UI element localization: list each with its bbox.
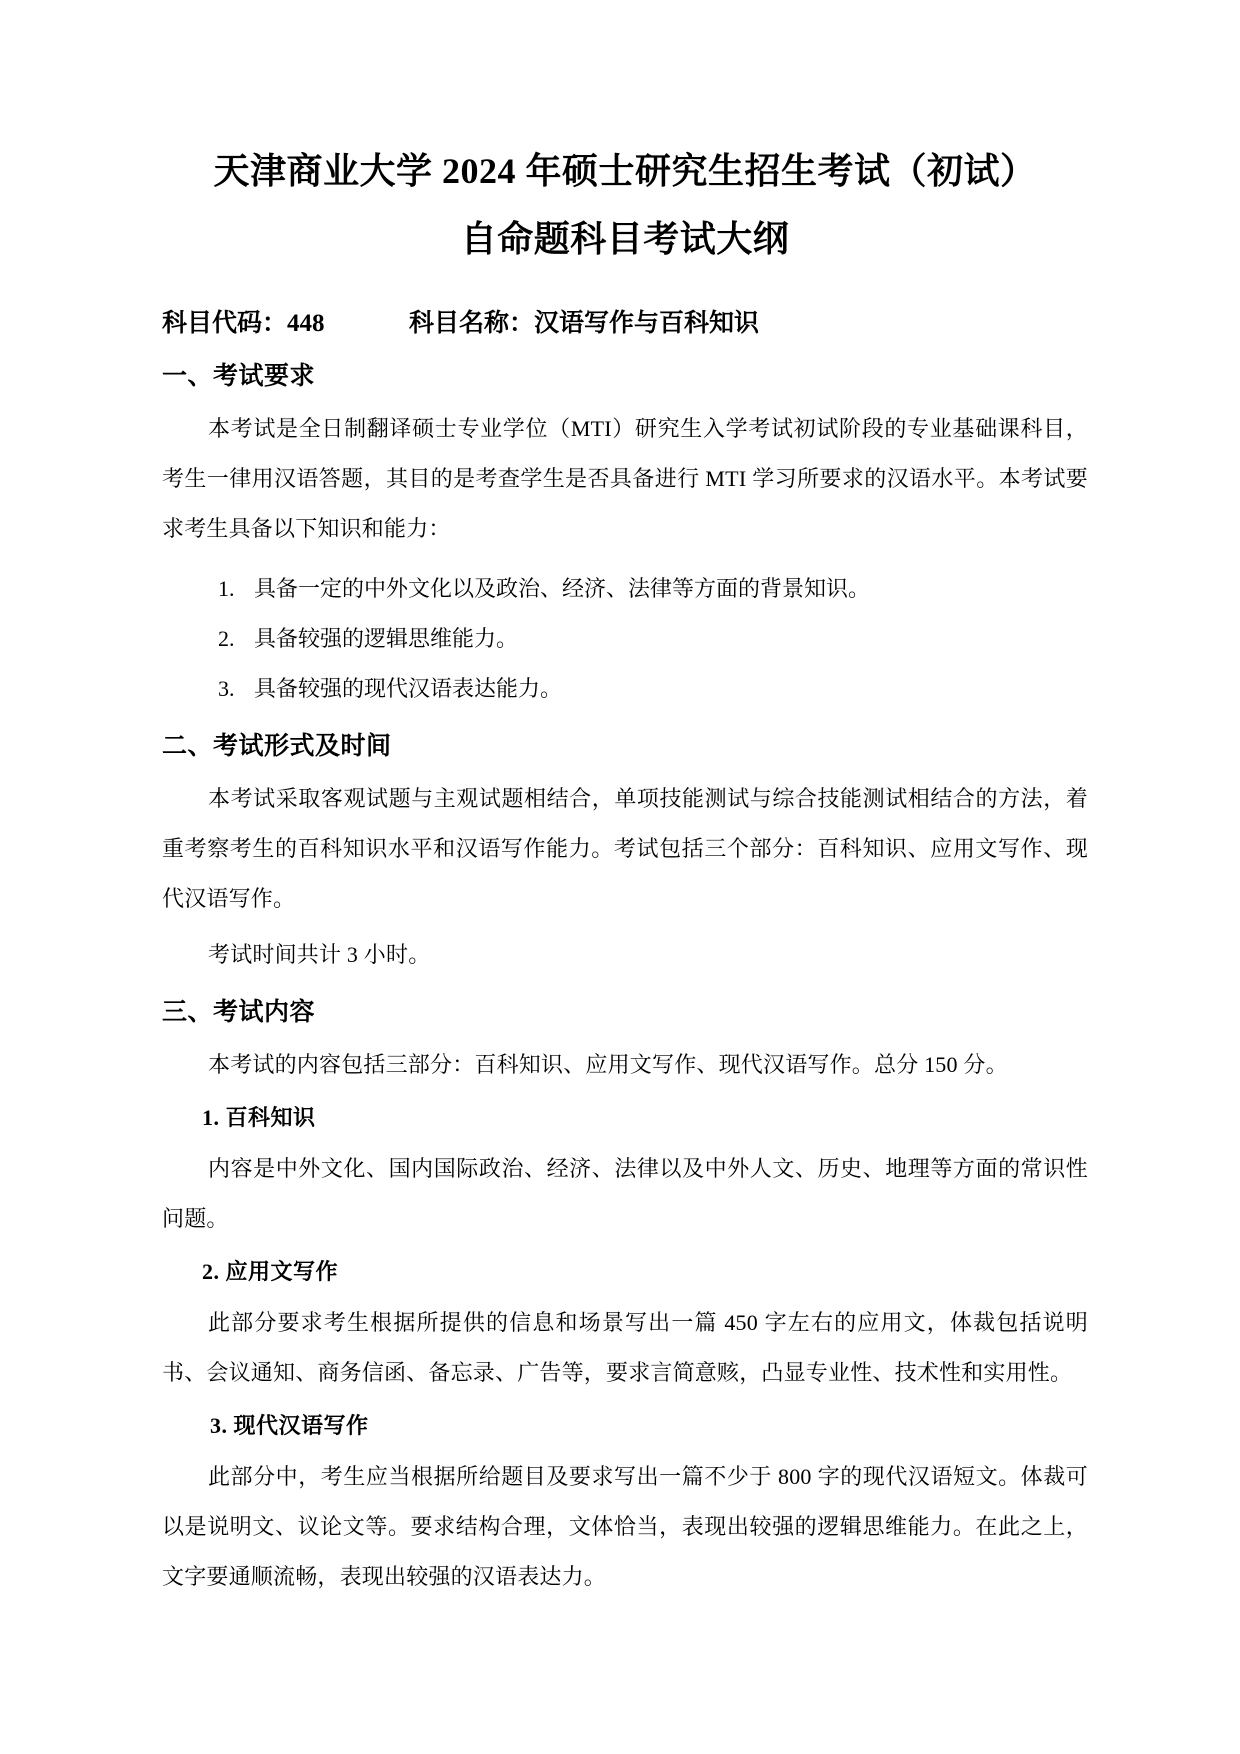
title-line-1: 天津商业大学 2024 年硕士研究生招生考试（初试） bbox=[213, 151, 1037, 191]
section-two-paragraph-2: 考试时间共计 3 小时。 bbox=[208, 942, 431, 967]
requirements-list bbox=[162, 564, 1088, 714]
list-item-label: 具备较强的现代汉语表达能力。 bbox=[254, 676, 563, 701]
subsection-heading-encyclopedic: 1. 百科知识 bbox=[202, 1105, 316, 1130]
section-one-paragraph: 本考试是全日制翻译硕士专业学位（MTI）研究生入学考试初试阶段的专业基础课科目，考生一律用汉语答题，其目的是考查学生是否具备进行 MTI 学习所要求的汉语水平。本考试要求考生具备以下知识和能力： bbox=[162, 416, 1088, 541]
subsection-heading-modern-chinese-writing: 3. 现代汉语写作 bbox=[210, 1413, 369, 1438]
subject-code: 科目代码：448 bbox=[162, 310, 325, 337]
subsection-paragraph-modern-chinese-writing: 此部分中，考生应当根据所给题目及要求写出一篇不少于 800 字的现代汉语短文。体裁可以是说明文、议论文等。要求结构合理，文体恰当，表现出较强的逻辑思维能力。在此之上，文字要通顺流畅，表现出较强的汉语表达力。 bbox=[162, 1464, 1088, 1589]
section-heading-one: 一、考试要求 bbox=[162, 363, 316, 390]
section-three-intro: 本考试的内容包括三部分：百科知识、应用文写作、现代汉语写作。总分 150 分。 bbox=[208, 1052, 1008, 1077]
list-item-number: 1. bbox=[218, 576, 235, 601]
list-item-number: 2. bbox=[218, 626, 235, 651]
list-item-label: 具备较强的逻辑思维能力。 bbox=[254, 626, 519, 651]
subsection-paragraph-encyclopedic: 内容是中外文化、国内国际政治、经济、法律以及中外人文、历史、地理等方面的常识性问题。 bbox=[162, 1156, 1088, 1231]
subject-name: 科目名称：汉语写作与百科知识 bbox=[409, 310, 760, 337]
section-heading-three: 三、考试内容 bbox=[162, 999, 316, 1026]
list-item bbox=[162, 614, 1088, 664]
list-item bbox=[162, 664, 1088, 714]
document-content bbox=[162, 140, 1088, 1602]
list-item-label: 具备一定的中外文化以及政治、经济、法律等方面的背景知识。 bbox=[254, 576, 871, 601]
title-line-2: 自命题科目考试大纲 bbox=[460, 219, 790, 259]
subsection-heading-practical-writing: 2. 应用文写作 bbox=[202, 1259, 339, 1284]
subject-info-line bbox=[162, 304, 1088, 344]
section-heading-two: 二、考试形式及时间 bbox=[162, 733, 392, 760]
section-two-paragraph-1: 本考试采取客观试题与主观试题相结合，单项技能测试与综合技能测试相结合的方法，着重考察考生的百科知识水平和汉语写作能力。考试包括三个部分：百科知识、应用文写作、现代汉语写作。 bbox=[162, 786, 1088, 911]
subsection-paragraph-practical-writing: 此部分要求考生根据所提供的信息和场景写出一篇 450 字左右的应用文，体裁包括说明书、会议通知、商务信函、备忘录、广告等，要求言简意赅，凸显专业性、技术性和实用性。 bbox=[162, 1310, 1088, 1385]
page-title bbox=[162, 140, 1088, 270]
list-item-number: 3. bbox=[218, 676, 235, 701]
list-item bbox=[162, 564, 1088, 614]
